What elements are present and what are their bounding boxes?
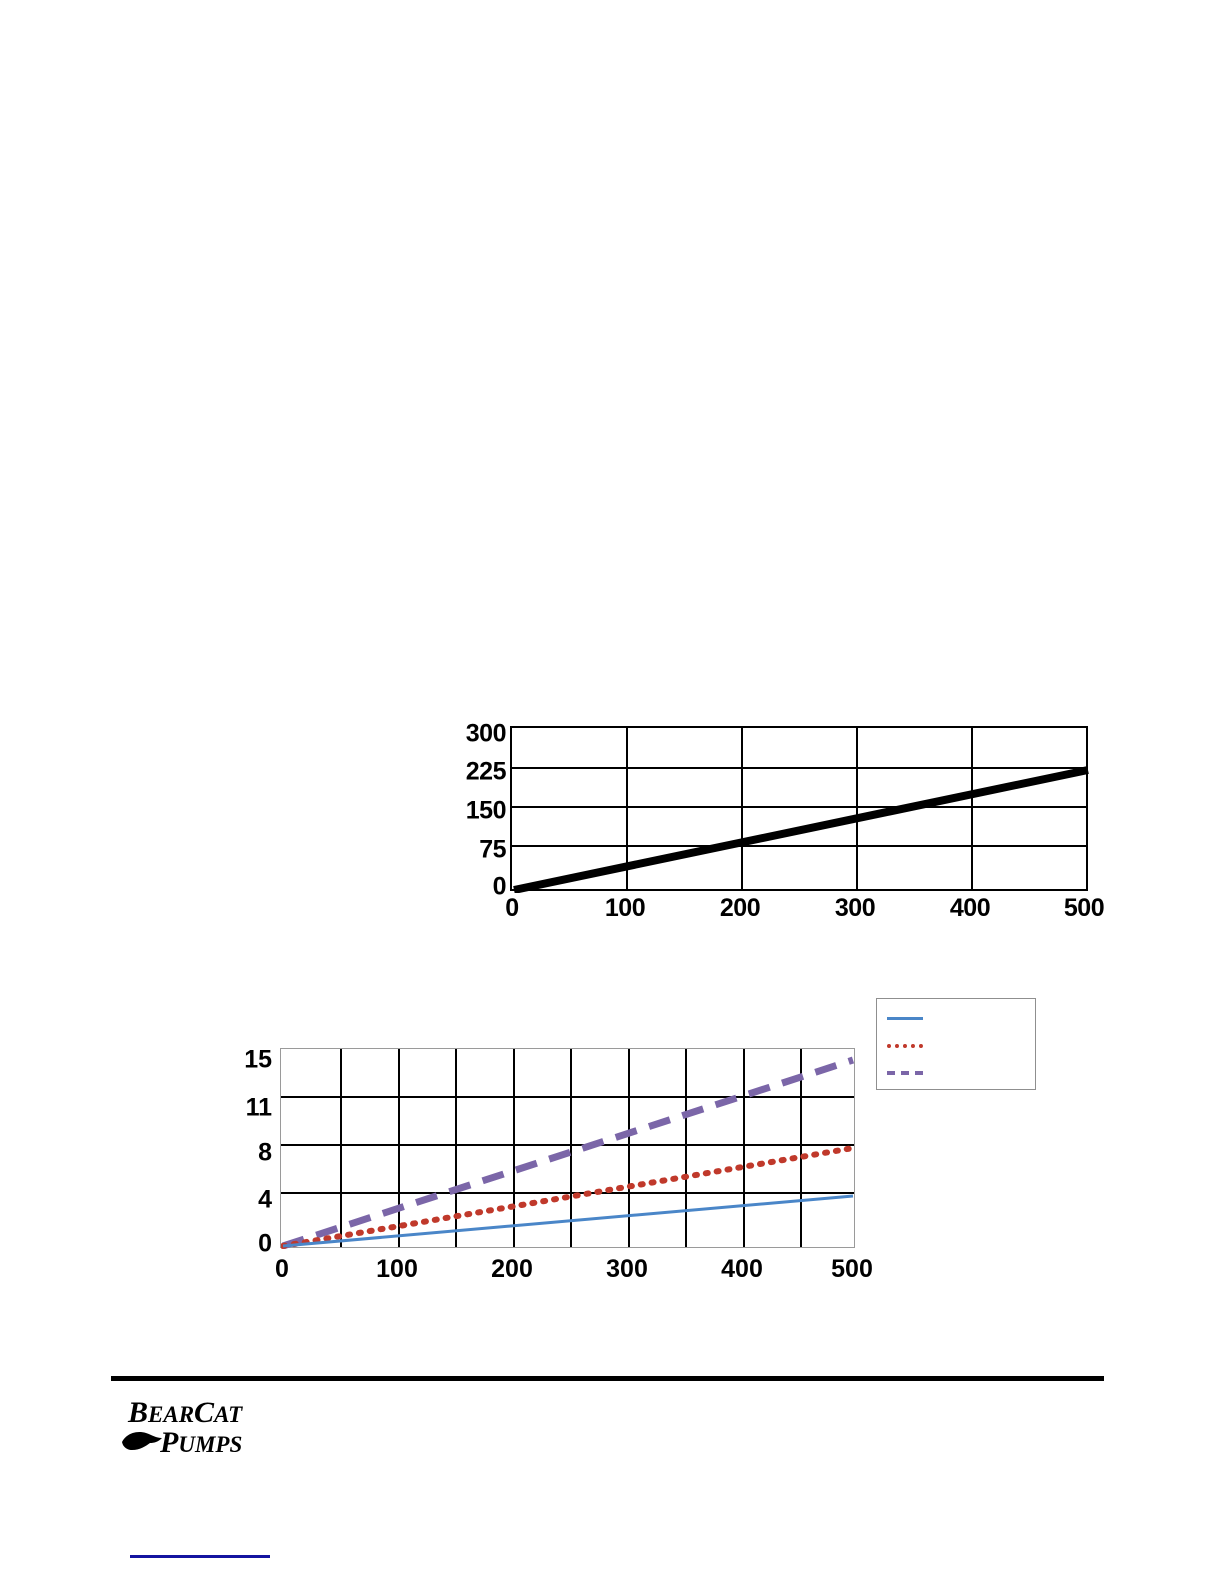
legend-swatch-series-2 [887, 1044, 923, 1048]
logo-text: EAR [148, 1402, 195, 1427]
pressure-chart-x-axis-labels [505, 894, 1105, 934]
y-tick-label: 15 [244, 1045, 272, 1074]
footer-divider [111, 1376, 1104, 1381]
y-tick-label: 150 [465, 796, 506, 825]
legend-item [887, 1061, 1027, 1085]
x-tick-label: 400 [949, 894, 991, 922]
power-chart-legend [876, 998, 1036, 1090]
x-tick-label: 300 [606, 1255, 648, 1283]
legend-swatch-series-3 [887, 1071, 923, 1075]
y-tick-label: 0 [492, 872, 506, 901]
logo-text: P [160, 1426, 179, 1459]
logo-text: AT [214, 1402, 243, 1427]
x-tick-label: 100 [376, 1255, 418, 1283]
logo-text: UMPS [178, 1432, 243, 1457]
y-tick-label: 225 [465, 757, 506, 786]
bearcat-pumps-logo [120, 1396, 310, 1466]
power-series-lines [281, 1049, 856, 1249]
x-tick-label: 500 [831, 1255, 873, 1283]
series-2-line [283, 1148, 853, 1246]
logo-line-2 [160, 1426, 242, 1460]
power-chart [210, 1040, 890, 1300]
pressure-chart-plot-area [510, 726, 1088, 891]
legend-swatch-series-1 [887, 1017, 923, 1020]
y-tick-label: 8 [258, 1138, 272, 1167]
y-tick-label: 4 [258, 1185, 272, 1214]
x-tick-label: 100 [604, 894, 646, 922]
series-3-line [283, 1060, 853, 1246]
y-tick-label: 11 [245, 1093, 272, 1122]
footer-link-underline[interactable] [130, 1555, 270, 1558]
x-tick-label: 200 [719, 894, 761, 922]
x-tick-label: 300 [834, 894, 876, 922]
logo-line-1 [128, 1396, 242, 1430]
pressure-chart [420, 719, 1105, 941]
x-tick-label: 0 [275, 1255, 289, 1283]
legend-item [887, 1007, 1027, 1031]
x-tick-label: 200 [491, 1255, 533, 1283]
y-tick-label: 300 [465, 719, 506, 748]
y-tick-label: 75 [479, 835, 506, 864]
bear-head-icon [120, 1428, 164, 1454]
power-chart-x-axis-labels [275, 1255, 873, 1295]
x-tick-label: 400 [721, 1255, 763, 1283]
pressure-series-line [512, 728, 1090, 893]
y-tick-label: 0 [258, 1229, 272, 1258]
x-tick-label: 500 [1063, 894, 1105, 922]
pressure-chart-y-axis-labels [420, 719, 506, 901]
power-chart-plot-area [280, 1048, 855, 1248]
logo-text: B [128, 1396, 149, 1429]
logo-text: C [194, 1396, 215, 1429]
legend-item [887, 1034, 1027, 1058]
x-tick-label: 0 [505, 894, 519, 922]
power-chart-y-axis-labels [210, 1045, 272, 1258]
